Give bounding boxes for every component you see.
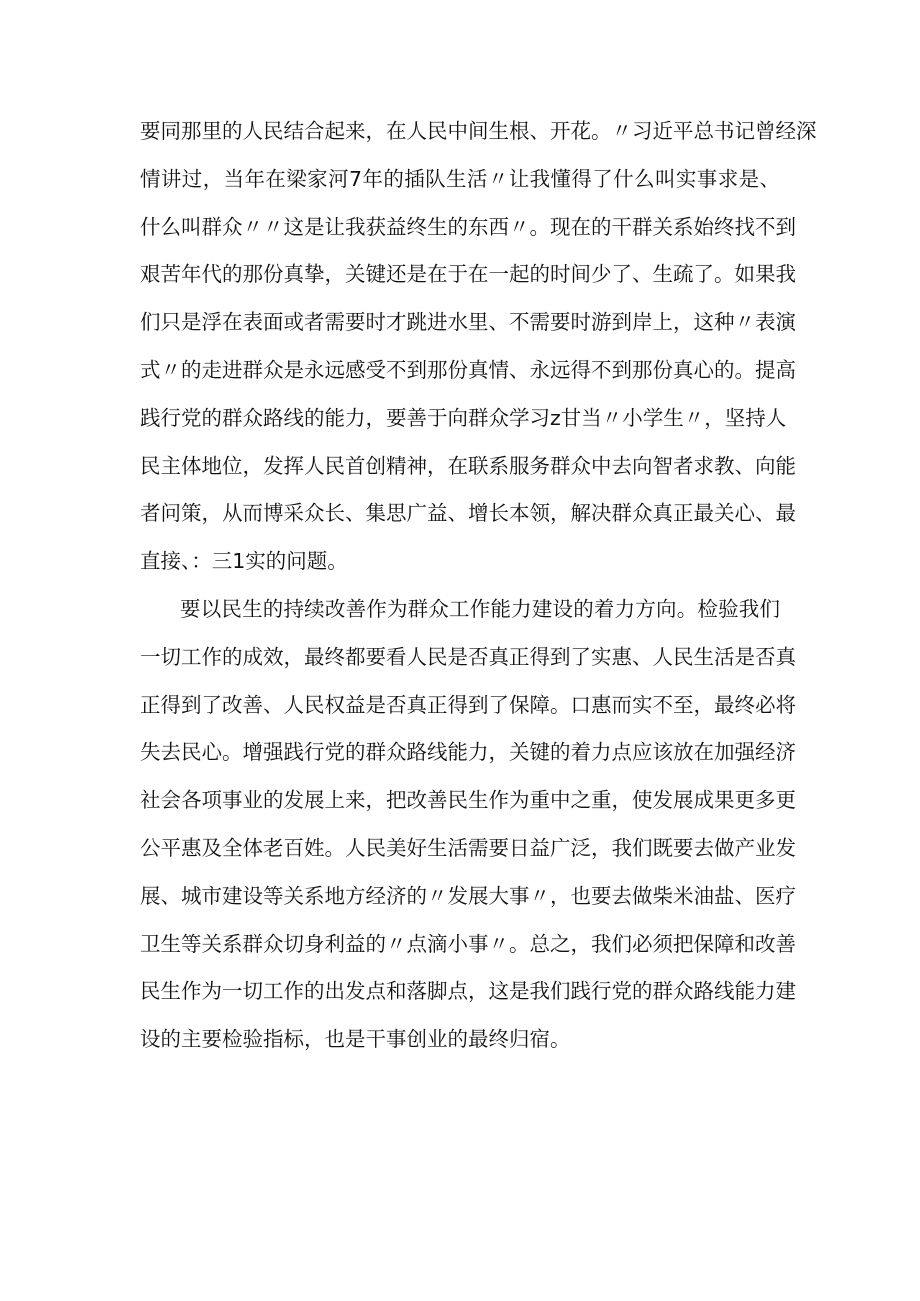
paragraph-line: 要同那里的人民结合起来，在人民中间生根、开花。〃习近平总书记曾经深 [140,119,817,143]
paragraph-line: 艰苦年代的那份真挚，关键还是在于在一起的时间少了、生疏了。如果我 [140,262,796,287]
paragraph-line: 公平惠及全体老百姓。人民美好生活需要日益广泛，我们既要去做产业发 [140,835,796,860]
paragraph-line: 什么叫群众〃〃这是让我获益终生的东西〃。现在的干群关系始终找不到 [140,214,796,239]
paragraph-line: 要以民生的持续改善作为群众工作能力建设的着力方向。检验我们 [180,596,780,621]
document-body [140,108,817,1064]
paragraph-line: 情讲过，当年在梁家河7年的插队生活〃让我懂得了什么叫实事求是、 [140,166,780,191]
paragraph-line: 践行党的群众路线的能力，要善于向群众学习z甘当〃小学生〃，坚持人 [140,405,787,430]
paragraph-line: 失去民心。增强践行党的群众路线能力，关键的着力点应该放在加强经济 [140,740,796,765]
paragraph-1 [140,108,817,586]
paragraph-line: 一切工作的成效，最终都要看人民是否真正得到了实惠、人民生活是否真 [140,644,796,669]
paragraph-line: 正得到了改善、人民权益是否真正得到了保障。口惠而实不至，最终必将 [140,692,796,717]
paragraph-2 [140,586,796,1064]
paragraph-line: 者问策，从而博采众长、集思广益、增长本领，解决群众真正最关心、最 [140,501,796,526]
paragraph-line: 设的主要检验指标，也是干事创业的最终归宿。 [140,1027,571,1052]
paragraph-line: 直接、：三1实的问题。 [140,549,348,574]
paragraph-line: 们只是浮在表面或者需要时才跳进水里、不需要时游到岸上，这种〃表演 [140,310,796,335]
paragraph-line: 式〃的走进群众是永远感受不到那份真情、永远得不到那份真心的。提高 [140,357,796,382]
paragraph-line: 民主体地位，发挥人民首创精神，在联系服务群众中去向智者求教、向能 [140,453,796,478]
paragraph-line: 卫生等关系群众切身利益的〃点滴小事〃。总之，我们必须把保障和改善 [140,931,796,956]
paragraph-line: 民生作为一切工作的出发点和落脚点，这是我们践行党的群众路线能力建 [140,979,796,1004]
paragraph-line: 展、城市建设等关系地方经济的〃发展大事〃，也要去做柴米油盐、医疗 [140,883,796,908]
paragraph-line: 社会各项事业的发展上来，把改善民生作为重中之重，使发展成果更多更 [140,788,796,813]
